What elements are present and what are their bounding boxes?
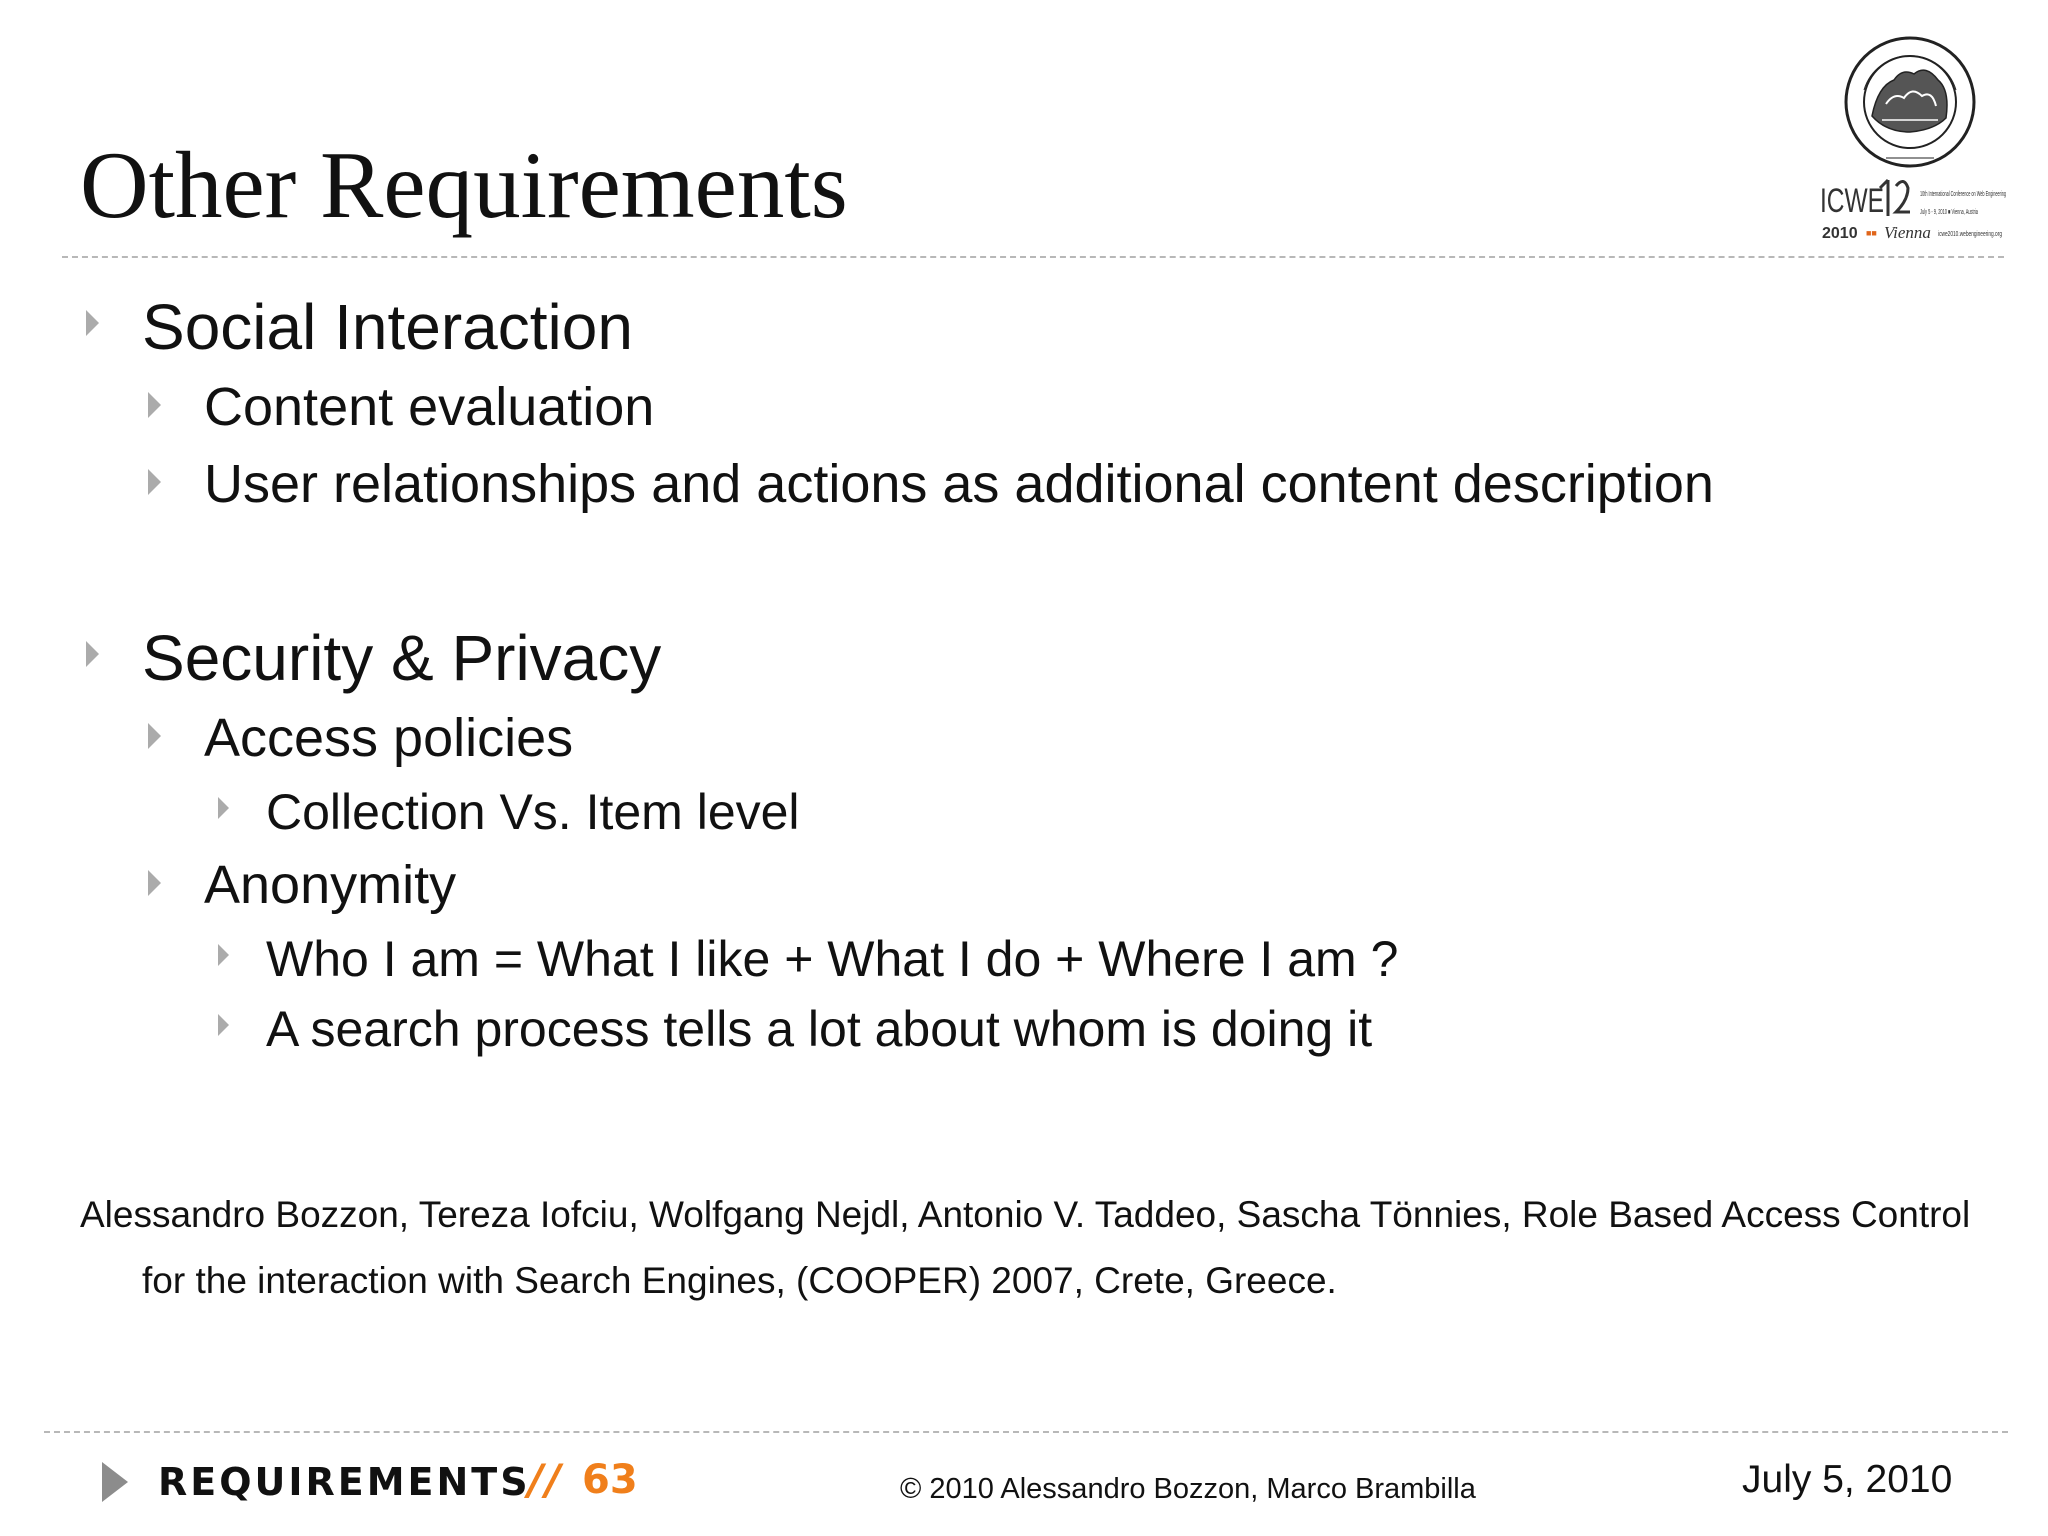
bullet-arrow-icon — [148, 723, 161, 749]
bullet-text: Content evaluation — [204, 377, 655, 437]
bullet-item — [204, 377, 655, 437]
bullet-arrow-icon — [218, 1014, 229, 1036]
icwe-2010-logo — [1818, 168, 2008, 248]
svg-text:July 5 - 9, 2010 ■ Vienna, Aus: July 5 - 9, 2010 ■ Vienna, Austria — [1920, 209, 1979, 216]
page-number: 63 — [582, 1457, 638, 1503]
bullet-arrow-icon — [148, 870, 161, 896]
footer-section-label: REQUIREMENTS — [158, 1460, 531, 1504]
politecnico-seal-logo — [1842, 34, 1978, 170]
bullet-arrow-icon — [86, 641, 99, 667]
bullet-arrow-icon — [148, 469, 161, 495]
svg-text:ICWE: ICWE — [1820, 182, 1884, 220]
bullet-text: Anonymity — [204, 855, 457, 915]
bullet-item — [266, 931, 1399, 987]
footer-date: July 5, 2010 — [1742, 1458, 1953, 1501]
bullet-item — [142, 291, 633, 363]
footer-copyright: © 2010 Alessandro Bozzon, Marco Brambilla — [900, 1473, 1476, 1505]
bullet-text: Security & Privacy — [142, 622, 662, 694]
svg-text:Vienna: Vienna — [1884, 223, 1931, 242]
bullet-item — [142, 622, 662, 694]
svg-text:2010: 2010 — [1822, 225, 1858, 242]
citation-line-2: for the interaction with Search Engines, (COOPER) 2007, Crete, Greece. — [142, 1260, 1337, 1301]
header-rule — [62, 256, 2004, 258]
bullet-item — [204, 454, 1714, 514]
footer-rule — [44, 1431, 2008, 1433]
bullet-text: Social Interaction — [142, 291, 633, 363]
footer-arrow-icon — [102, 1462, 128, 1502]
bullet-arrow-icon — [86, 310, 99, 336]
slide-title: Other Requirements — [80, 132, 848, 238]
bullet-item — [204, 708, 574, 768]
bullet-item — [266, 784, 800, 840]
footer-slashes: // — [528, 1455, 563, 1504]
citation-line-1: Alessandro Bozzon, Tereza Iofciu, Wolfgang Nejdl, Antonio V. Taddeo, Sascha Tönnies, Role Based Access Control — [80, 1194, 1971, 1235]
svg-text:■■: ■■ — [1866, 228, 1877, 238]
bullet-text: Collection Vs. Item level — [266, 784, 800, 840]
bullet-arrow-icon — [148, 392, 161, 418]
bullet-item — [266, 1001, 1373, 1057]
svg-text:10th International Conference: 10th International Conference on Web Engineering — [1920, 191, 2007, 198]
bullet-text: A search process tells a lot about whom is doing it — [266, 1001, 1373, 1057]
citation — [80, 1182, 2000, 1314]
bullet-arrow-icon — [218, 797, 229, 819]
svg-text:icwe2010.webengineering.org: icwe2010.webengineering.org — [1938, 231, 2003, 238]
bullet-text: User relationships and actions as additional content description — [204, 454, 1714, 514]
bullet-arrow-icon — [218, 944, 229, 966]
bullet-item — [204, 855, 457, 915]
bullet-text: Who I am = What I like + What I do + Where I am ? — [266, 931, 1399, 987]
bullet-text: Access policies — [204, 708, 574, 768]
